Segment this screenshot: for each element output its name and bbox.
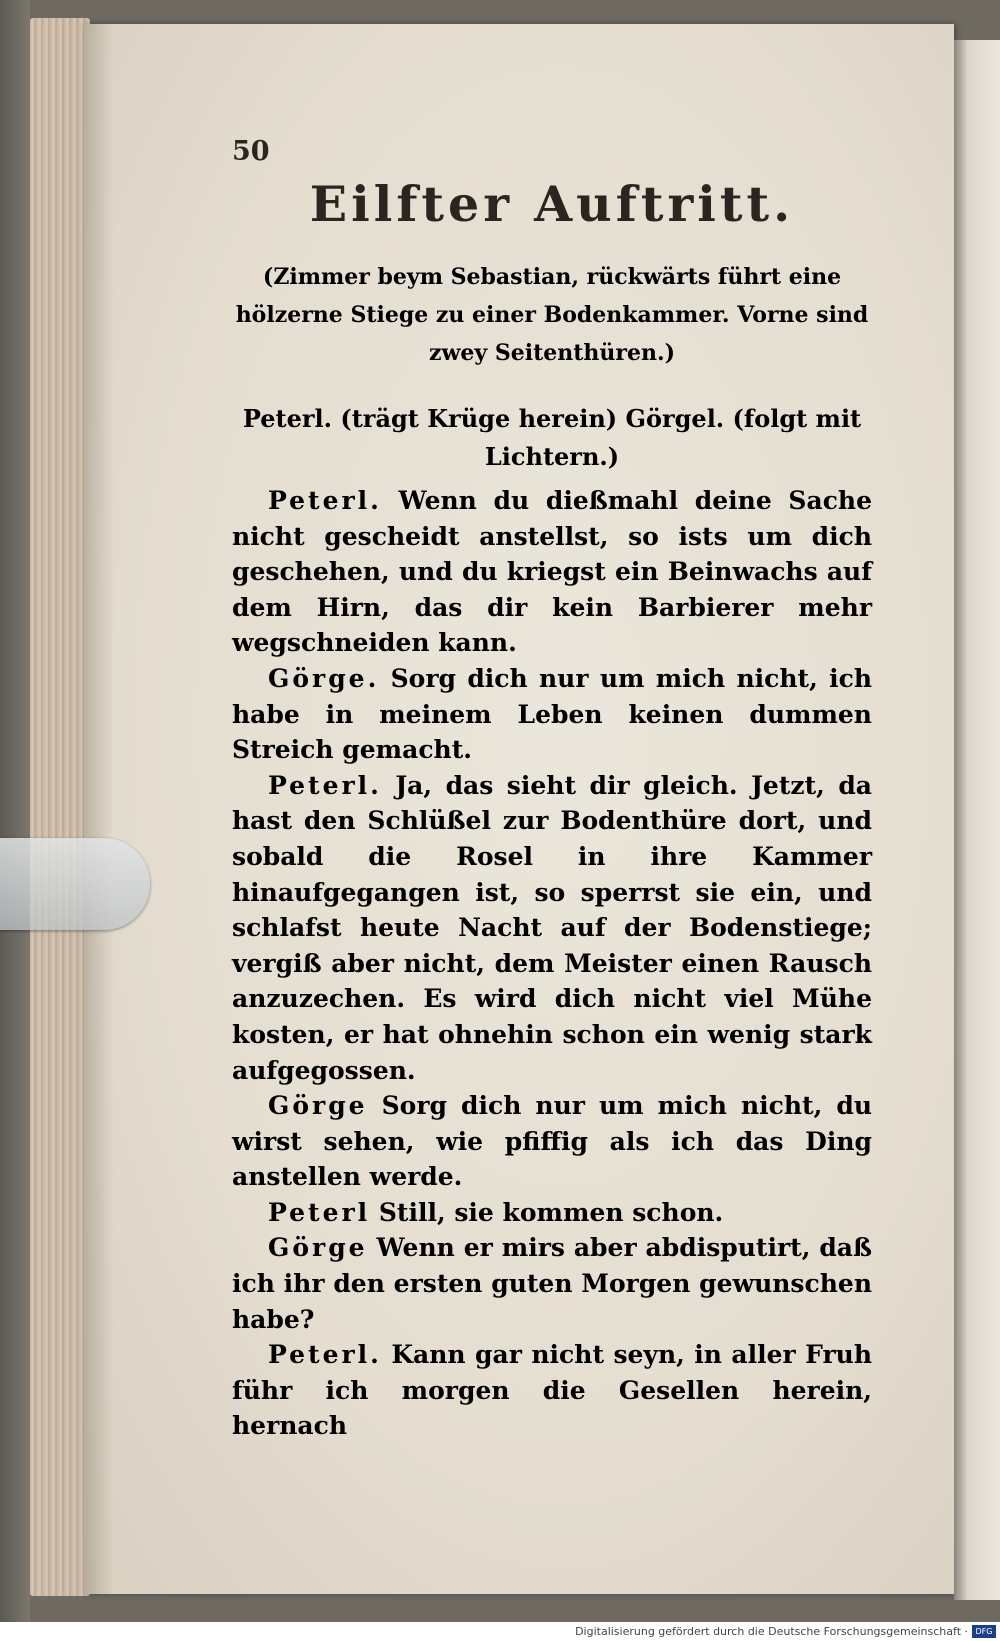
facing-page-edge (954, 40, 1000, 1600)
speaker-name: Görge. (268, 663, 380, 693)
speaker-name: Görge (268, 1091, 368, 1121)
gutter-shadow (84, 24, 114, 1594)
dialogue-text: Still, sie kommen schon. (370, 1197, 724, 1227)
book-cover-edge (0, 0, 30, 1622)
dialogue-text: Wenn du dießmahl deine Sache nicht gescheidt anstellst, so ists um dich geschehen, und du kriegst ein Beinwachs auf dem Hirn, das dir kein Barbierer mehr wegschneiden kann. (232, 486, 872, 658)
cast-line: Peterl. (trägt Krüge herein) Görgel. (folgt mit Lichtern.) (242, 404, 862, 471)
dialogue-text: Kann gar nicht seyn, in aller Fruh führ ich morgen die Gesellen herein, hernach (232, 1340, 872, 1441)
dfg-logo: DFG (972, 1625, 996, 1638)
dialogue-paragraph (232, 1230, 872, 1337)
footer-credit: Digitalisierung gefördert durch die Deutsche Forschungsgemeinschaft · (575, 1625, 968, 1638)
dialogue-text: Ja, das sieht dir gleich. Jetzt, da hast den Schlüßel zur Bodenthüre dort, und sobald die Rosel in ihre Kammer hinaufgegangen ist, so sperrst sie ein, und schlafst heute Nacht auf der Bodenstiege; vergiß aber nicht, dem Meister einen Rausch anzuzechen. Es wird dich nicht viel Mühe kosten, er hat ohnehin schon ein wenig stark aufgegossen. (232, 770, 872, 1085)
speaker-name: Peterl. (268, 486, 382, 515)
digitization-footer (0, 1622, 1000, 1641)
dialogue-paragraph (232, 1337, 872, 1444)
dialogue-text: Sorg dich nur um mich nicht, du wirst sehen, wie pfiffig als ich das Ding anstellen werde. (232, 1091, 872, 1192)
page-stack-edges (30, 18, 90, 1596)
dialogue-paragraph (232, 1088, 872, 1195)
stage-direction: (Zimmer beym Sebastian, rückwärts führt eine hölzerne Stiege zu einer Bodenkammer. Vorne sind zwey Seitenthüren.) (235, 264, 869, 366)
dialogue-paragraph (232, 661, 872, 768)
dialogue-text: Wenn er mirs aber abdisputirt, daß ich ihr den ersten guten Morgen gewunschen habe? (232, 1233, 872, 1334)
page-clip (0, 838, 150, 930)
dialogue-paragraph (232, 1195, 872, 1231)
speaker-name: Peterl. (268, 1340, 382, 1370)
dialogue-paragraph (232, 483, 872, 661)
speaker-name: Görge (268, 1233, 368, 1263)
scene-title: Eilfter Auftritt. (309, 175, 795, 233)
page-number: 50 (232, 136, 270, 167)
dialogue-paragraph (232, 768, 872, 1088)
speaker-name: Peterl (268, 1197, 371, 1227)
dialogue-text: Sorg dich nur um mich nicht, ich habe in meinem Leben keinen dummen Streich gemacht. (232, 663, 872, 765)
speaker-name: Peterl. (268, 770, 382, 800)
dialogue-body (232, 483, 872, 1444)
